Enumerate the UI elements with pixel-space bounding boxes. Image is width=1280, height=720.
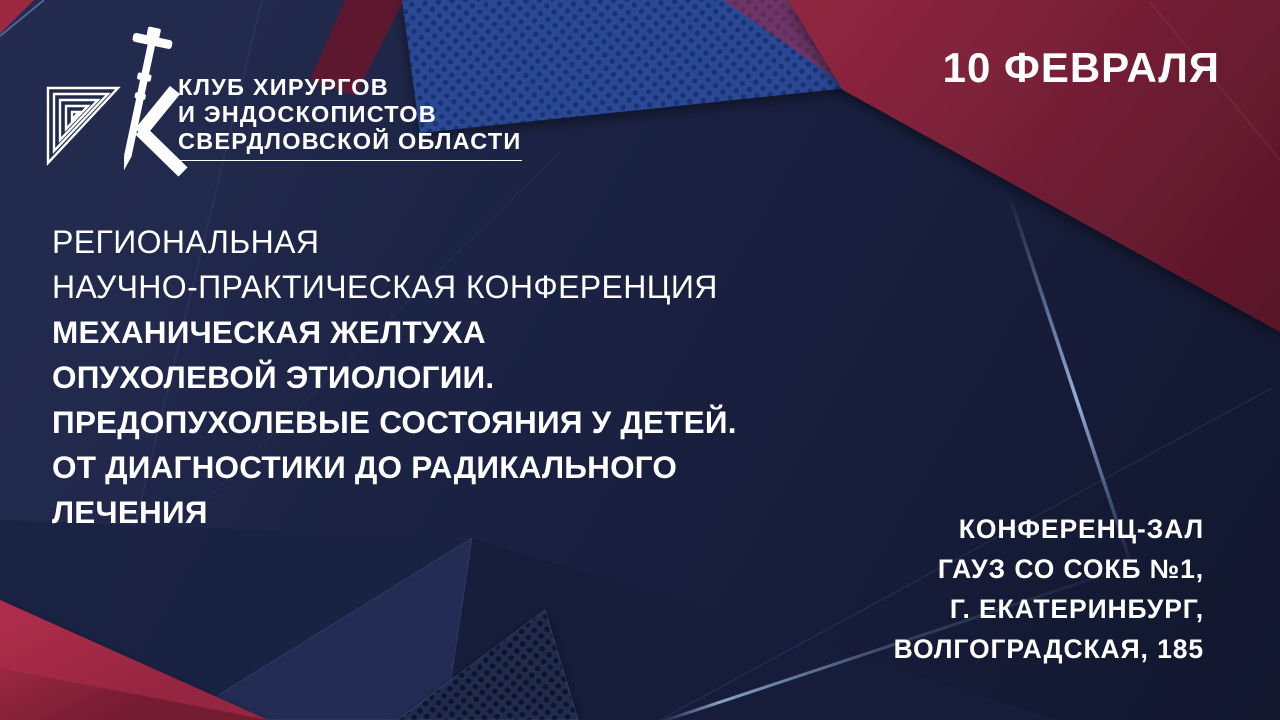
venue-block bbox=[894, 509, 1204, 669]
conference-title bbox=[52, 310, 852, 535]
conference-title-line1: МЕХАНИЧЕСКАЯ ЖЕЛТУХА bbox=[52, 314, 486, 350]
club-name-line1: КЛУБ ХИРУРГОВ bbox=[178, 74, 389, 100]
conference-title-line2: ОПУХОЛЕВОЙ ЭТИОЛОГИИ. bbox=[52, 359, 495, 395]
conference-type-line2: НАУЧНО-ПРАКТИЧЕСКАЯ КОНФЕРЕНЦИЯ bbox=[52, 269, 718, 305]
club-monogram-with-trocar-icon bbox=[38, 22, 188, 177]
venue-city: Г. ЕКАТЕРИНБУРГ, bbox=[949, 594, 1204, 624]
conference-title-line5: ЛЕЧЕНИЯ bbox=[52, 494, 208, 530]
event-date: 10 ФЕВРАЛЯ bbox=[942, 44, 1220, 91]
conference-type-line1: РЕГИОНАЛЬНАЯ bbox=[52, 224, 320, 260]
conference-title-block bbox=[52, 220, 852, 535]
venue-organization: ГАУЗ СО СОКБ №1, bbox=[937, 554, 1204, 584]
venue-hall: КОНФЕРЕНЦ-ЗАЛ bbox=[958, 514, 1204, 544]
conference-type bbox=[52, 220, 852, 310]
club-name-line3: СВЕРДЛОВСКОЙ ОБЛАСТИ bbox=[178, 128, 658, 161]
conference-title-line3: ПРЕДОПУХОЛЕВЫЕ СОСТОЯНИЯ У ДЕТЕЙ. bbox=[52, 404, 737, 440]
conference-title-line4: ОТ ДИАГНОСТИКИ ДО РАДИКАЛЬНОГО bbox=[52, 449, 678, 485]
club-name-line2: И ЭНДОСКОПИСТОВ bbox=[178, 101, 437, 127]
venue-street: ВОЛГОГРАДСКАЯ, 185 bbox=[893, 634, 1204, 664]
club-name bbox=[178, 74, 658, 161]
